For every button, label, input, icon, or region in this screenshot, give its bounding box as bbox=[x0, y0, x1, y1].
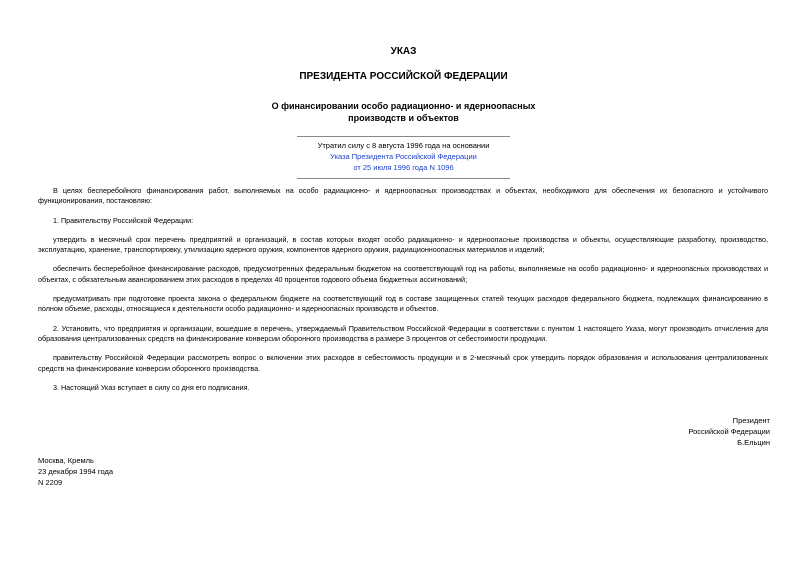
repeal-note bbox=[0, 140, 807, 173]
signature-block bbox=[640, 415, 770, 448]
signing-date: 23 декабря 1994 года bbox=[38, 467, 114, 476]
document-title: УКАЗ bbox=[390, 46, 417, 57]
signature-name: Б.Ельцин bbox=[737, 438, 770, 447]
document-subject bbox=[0, 100, 807, 124]
subject-line-2: производств и объектов bbox=[348, 113, 459, 123]
repeal-note-text: Утратил силу с 8 августа 1996 года на основании bbox=[317, 141, 490, 150]
document-issuer: ПРЕЗИДЕНТА РОССИЙСКОЙ ФЕДЕРАЦИИ bbox=[299, 71, 508, 82]
paragraph-item-1: 1. Правительству Российской Федерации: bbox=[53, 215, 194, 225]
repeal-decree-link-date[interactable]: от 25 июля 1996 года N 1096 bbox=[353, 163, 454, 172]
signature-title: Президент bbox=[732, 416, 770, 425]
signing-place: Москва, Кремль bbox=[38, 456, 94, 465]
paragraph-preamble: В целях бесперебойного финансирования работ, выполняемых на особо радиационно- и ядерноопасных производствах и объектах, необходимого для обеспечения их безопасного и устойчивого функционирования, постановляю: bbox=[38, 186, 768, 206]
place-date-block bbox=[38, 455, 113, 488]
paragraph-item-1-b: обеспечить бесперебойное финансирование расходов, предусмотренных федеральным бюджетом на соответствующий год на работы, выполняемые на особо радиационно- и ядерноопасных производствах и объектах, с обязательным авансированием этих расходов в пределах 40 процентов годового объема бюджетных ассигнований; bbox=[38, 264, 768, 284]
paragraph-item-2-a: правительству Российской Федерации рассмотреть вопрос о включении этих расходов в себестоимость продукции и в 2-месячный срок утвердить порядок образования и использования централизованных средств на финансирование конверсии оборонного производства. bbox=[38, 353, 768, 373]
decree-number: N 2209 bbox=[38, 478, 63, 487]
paragraph-item-3: 3. Настоящий Указ вступает в силу со дня его подписания. bbox=[53, 382, 250, 392]
repeal-decree-link[interactable]: Указа Президента Российской Федерации bbox=[330, 152, 477, 161]
signature-country: Российской Федерации bbox=[688, 427, 770, 436]
divider-bottom bbox=[297, 178, 510, 179]
paragraph-item-2: 2. Установить, что предприятия и организации, вошедшие в перечень, утверждаемый Правительством Российской Федерации в соответствии с пунктом 1 настоящего Указа, могут производить отчисления для образования централизованных средств на финансирование конверсии оборонного производства в размере 3 процентов от себестоимости продукции. bbox=[38, 323, 768, 343]
paragraph-item-1-c: предусматривать при подготовке проекта закона о федеральном бюджете на соответствующий год в составе защищенных статей текущих расходов федерального бюджета, подлежащих финансированию в полном объеме, расходы, относящиеся к деятельности особо радиационно- и ядерноопасных производств и объектов. bbox=[38, 294, 768, 314]
paragraph-item-1-a: утвердить в месячный срок перечень предприятий и организаций, в состав которых входят особо радиационно- и ядерноопасные производства и объекты, осуществляющие разработку, производство, эксплуатацию, хранение, транспортировку, утилизацию ядерного оружия, компонентов ядерного оружия, радиационноопасных материалов и изделий; bbox=[38, 234, 768, 255]
divider-top bbox=[297, 136, 510, 137]
subject-line-1: О финансировании особо радиационно- и ядерноопасных bbox=[271, 101, 536, 111]
document-body bbox=[38, 186, 768, 402]
